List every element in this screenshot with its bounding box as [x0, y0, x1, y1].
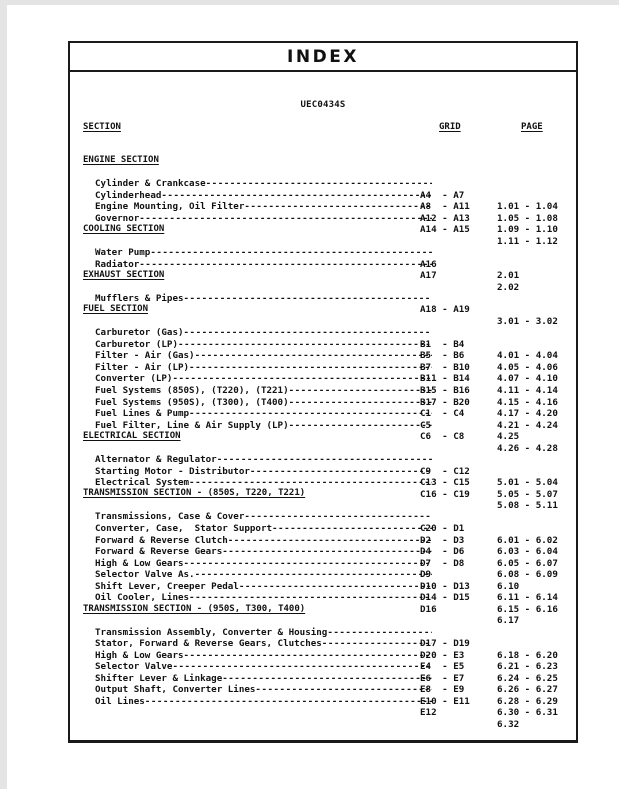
- entry-grid-range: E12: [420, 707, 437, 719]
- entry-grid-range: A4 - A7: [420, 189, 465, 201]
- entry-grid-range: A8 - A11: [420, 201, 470, 213]
- entry-page-range: 6.30 - 6.31: [497, 707, 558, 719]
- entry-grid-range: D17 - D19: [420, 638, 470, 650]
- entry-grid-range: E8 - E9: [420, 684, 465, 696]
- entry-label: Mufflers & Pipes -----: [95, 293, 432, 305]
- entry-page-range: 4.21 - 4.24: [497, 419, 558, 431]
- entry-grid-range: A12 - A13: [420, 212, 470, 224]
- entry-label: Transmission Assembly, Converter & Housing -----: [95, 627, 432, 639]
- entry-grid-range: C16 - C19: [420, 488, 470, 500]
- entry-label: Converter (LP) -----: [95, 373, 432, 385]
- entry-label: High & Low Gears -----: [95, 558, 432, 570]
- column-header-page: PAGE: [521, 122, 543, 132]
- entry-label: Converter, Case, Stator Support -----: [95, 523, 432, 535]
- section-heading: TRANSMISSION SECTION - (950S, T300, T400): [83, 603, 306, 614]
- entry-grid-range: D2 - D3: [420, 534, 465, 546]
- entry-page-range: 4.07 - 4.10: [497, 373, 558, 385]
- section-heading: COOLING SECTION: [83, 223, 165, 234]
- entry-grid-range: A18 - A19: [420, 304, 470, 316]
- entry-page-range: 6.26 - 6.27: [497, 684, 558, 696]
- entry-label: Filter - Air (Gas) -----: [95, 350, 432, 362]
- entry-grid-range: E6 - E7: [420, 672, 465, 684]
- entry-page-range: 6.28 - 6.29: [497, 695, 558, 707]
- entry-label: Fuel Systems (950S), (T300), (T400) -----: [95, 397, 432, 409]
- entry-page-range: 4.05 - 4.06: [497, 361, 558, 373]
- entry-label: Carburetor (Gas) -----: [95, 327, 432, 339]
- entry-label: Engine Mounting, Oil Filter -----: [95, 201, 432, 213]
- entry-page-range: 4.25: [497, 431, 520, 443]
- entry-page-range: 6.08 - 6.09: [497, 569, 558, 581]
- entry-page-range: 6.11 - 6.14: [497, 592, 558, 604]
- entry-page-range: 4.15 - 4.16: [497, 396, 558, 408]
- section-heading: ELECTRICAL SECTION: [83, 430, 181, 441]
- index-content: [70, 155, 576, 730]
- entry-grid-range: D16: [420, 603, 437, 615]
- document-code: UEC0434S: [300, 100, 346, 110]
- document-page: [7, 5, 619, 789]
- entry-grid-range: C1 - C4: [420, 408, 465, 420]
- entry-grid-range: B5 - B6: [420, 350, 465, 362]
- entry-page-range: 4.01 - 4.04: [497, 350, 558, 362]
- entry-page-range: 1.11 - 1.12: [497, 235, 558, 247]
- entry-page-range: 6.15 - 6.16: [497, 603, 558, 615]
- section-heading: TRANSMISSION SECTION - (850S, T220, T221): [83, 488, 306, 499]
- entry-page-range: 5.08 - 5.11: [497, 500, 558, 512]
- entry-grid-range: D4 - D6: [420, 546, 465, 558]
- entry-page-range: 5.01 - 5.04: [497, 477, 558, 489]
- entry-grid-range: C20 - D1: [420, 522, 465, 534]
- entry-page-range: 6.01 - 6.02: [497, 534, 558, 546]
- entry-page-range: 1.09 - 1.10: [497, 224, 558, 236]
- entry-label: Stator, Forward & Reverse Gears, Clutches -----: [95, 638, 432, 650]
- title-bar: [70, 43, 576, 72]
- entry-label: Radiator -----: [95, 259, 432, 271]
- entry-page-range: 4.26 - 4.28: [497, 442, 558, 454]
- entry-label: Governor -----: [95, 213, 432, 225]
- column-header-grid: GRID: [439, 122, 461, 132]
- column-header-section: SECTION: [83, 122, 121, 132]
- entry-grid-range: B15 - B16: [420, 385, 470, 396]
- entry-label: Selector Valve -----: [95, 661, 432, 673]
- section-heading: FUEL SECTION: [83, 304, 149, 315]
- entry-page-range: 3.01 - 3.02: [497, 316, 558, 328]
- entry-grid-range: E10 - E11: [420, 695, 470, 707]
- entry-label: High & Low Gears -----: [95, 650, 432, 662]
- section-heading: ENGINE SECTION: [83, 155, 159, 165]
- entry-label: Selector Valve As. -----: [95, 569, 432, 581]
- entry-label: Shifter Lever & Linkage -----: [95, 673, 432, 685]
- entry-grid-range: A14 - A15: [420, 224, 470, 236]
- entry-grid-range: D7 - D8: [420, 557, 465, 569]
- entry-page-range: 2.02: [497, 281, 520, 293]
- entry-grid-range: C6 - C8: [420, 431, 465, 443]
- entry-label: Oil Cooler, Lines -----: [95, 592, 432, 604]
- entry-page-range: 6.32: [497, 718, 520, 730]
- entry-label: Oil Lines -----: [95, 696, 432, 708]
- page-title: INDEX: [287, 46, 359, 67]
- entry-label: Shift Lever, Creeper Pedal -----: [95, 581, 432, 593]
- entry-grid-range: B11 - B14: [420, 373, 470, 385]
- entry-label: Carburetor (LP) -----: [95, 339, 432, 351]
- entry-grid-range: C13 - C15: [420, 477, 470, 489]
- entry-grid-range: A16: [420, 258, 437, 270]
- entry-grid-range: D14 - D15: [420, 592, 470, 604]
- entry-label: Transmissions, Case & Cover -----: [95, 511, 432, 523]
- entry-grid-range: C5: [420, 419, 432, 431]
- entry-grid-range: A17: [420, 270, 437, 282]
- entry-label: Filter - Air (LP) -----: [95, 362, 432, 374]
- entry-page-range: 2.01: [497, 270, 520, 282]
- entry-label: Starting Motor - Distributor -----: [95, 466, 432, 478]
- entry-label: Fuel Systems (850S), (T220), (T221) -----: [95, 385, 432, 397]
- entry-page-range: 6.18 - 6.20: [497, 649, 558, 661]
- entry-page-range: 4.17 - 4.20: [497, 408, 558, 420]
- entry-label: Forward & Reverse Gears -----: [95, 546, 432, 558]
- entry-page-range: 4.11 - 4.14: [497, 385, 558, 396]
- entry-grid-range: B7 - B10: [420, 361, 470, 373]
- entry-page-range: 5.05 - 5.07: [497, 488, 558, 500]
- entry-page-range: 6.10: [497, 580, 520, 592]
- entry-page-range: 6.24 - 6.25: [497, 672, 558, 684]
- entry-grid-range: D10 - D13: [420, 580, 470, 592]
- entry-page-range: 6.03 - 6.04: [497, 546, 558, 558]
- entry-grid-range: C9 - C12: [420, 465, 470, 477]
- entry-page-range: 1.01 - 1.04: [497, 201, 558, 213]
- entry-grid-range: B17 - B20: [420, 396, 470, 408]
- entry-label: Cylinderhead -----: [95, 190, 432, 202]
- entry-page-range: 6.17: [497, 615, 520, 627]
- section-heading: EXHAUST SECTION: [83, 269, 165, 280]
- entry-label: Fuel Filter, Line & Air Supply (LP) -----: [95, 420, 432, 432]
- entry-grid-range: D20 - E3: [420, 649, 465, 661]
- entry-grid-range: E4 - E5: [420, 661, 465, 673]
- entry-page-range: 6.05 - 6.07: [497, 557, 558, 569]
- entry-label: Output Shaft, Converter Lines -----: [95, 684, 432, 696]
- index-frame: [68, 41, 578, 743]
- entry-page-range: 1.05 - 1.08: [497, 212, 558, 224]
- entry-label: Cylinder & Crankcase -----: [95, 178, 432, 190]
- entry-page-range: 6.21 - 6.23: [497, 661, 558, 673]
- entry-label: Fuel Lines & Pump -----: [95, 408, 432, 420]
- entry-grid-range: D9: [420, 569, 432, 581]
- entry-label: Water Pump -----: [95, 247, 432, 259]
- index-section: [70, 603, 576, 730]
- entry-label: Alternator & Regulator -----: [95, 454, 432, 466]
- entry-grid-range: B1 - B4: [420, 338, 465, 350]
- entry-label: Forward & Reverse Clutch -----: [95, 535, 432, 547]
- entry-label: Electrical System -----: [95, 477, 432, 489]
